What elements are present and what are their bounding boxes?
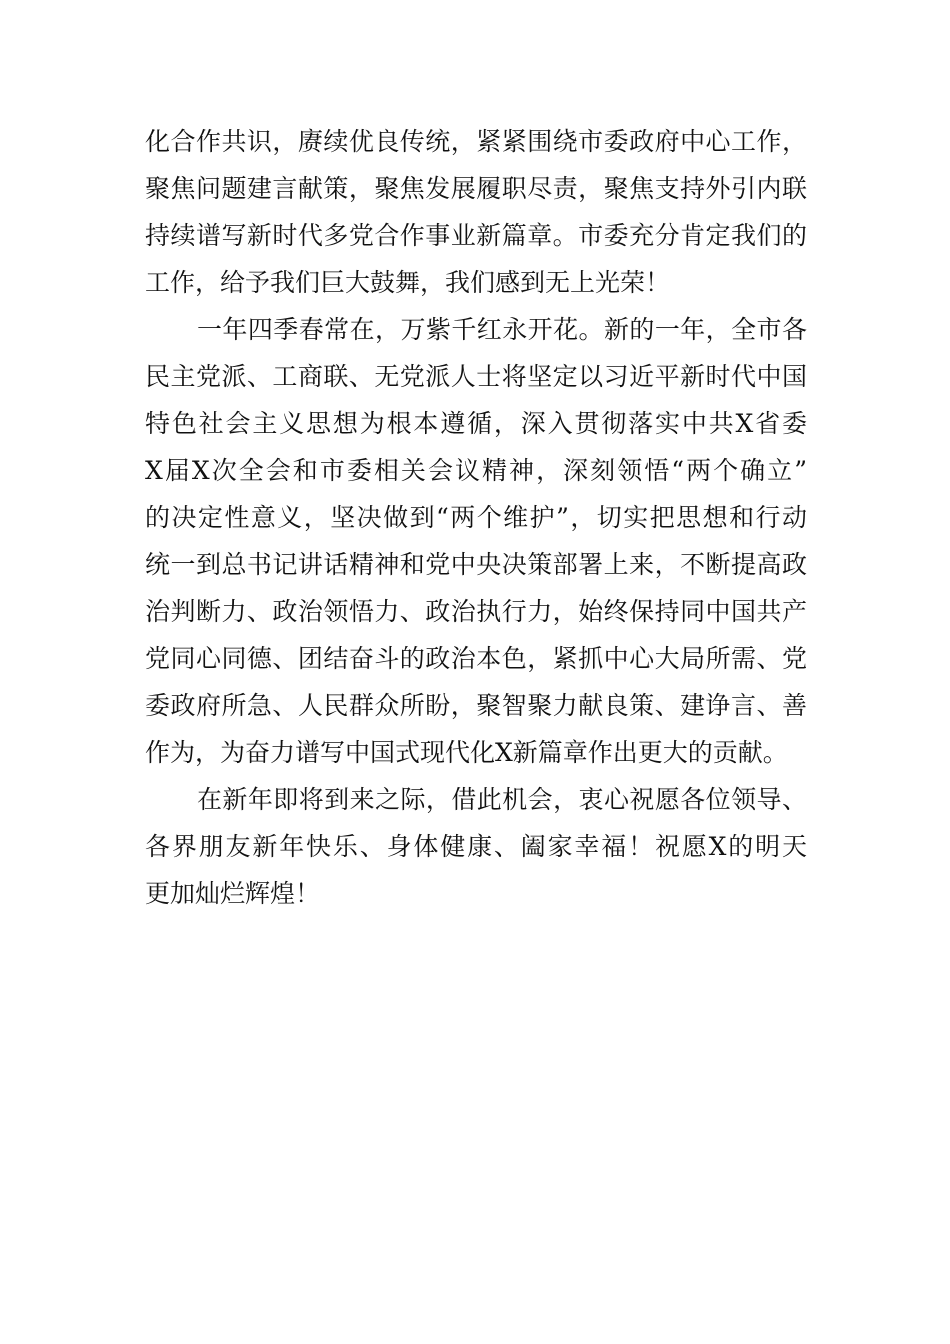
- document-body: [145, 118, 807, 917]
- paragraph-2-line-8: 党同心同德、团结奋斗的政治本色，紧抓中心大局所需、党: [145, 644, 807, 673]
- paragraph-2-line-6: 统一到总书记讲话精神和党中央决策部署上来，不断提高政: [145, 550, 807, 579]
- paragraph-2-line-7: 治判断力、政治领悟力、政治执行力，始终保持同中国共产: [145, 597, 807, 626]
- paragraph-2-line-2: 民主党派、工商联、无党派人士将坚定以习近平新时代中国: [145, 362, 807, 391]
- paragraph-2-line-1: 一年四季春常在，万紫千红永开花。新的一年，全市各: [197, 315, 807, 344]
- paragraph-2-line-10: 作为，为奋力谱写中国式现代化X新篇章作出更大的贡献。: [145, 738, 788, 767]
- paragraph-3-line-1: 在新年即将到来之际，借此机会，衷心祝愿各位领导、: [197, 785, 807, 814]
- paragraph-2-line-5: 的决定性意义，坚决做到“两个维护”，切实把思想和行动: [145, 503, 807, 532]
- paragraph-1-line-1: 化合作共识，赓续优良传统，紧紧围绕市委政府中心工作，: [145, 127, 807, 156]
- paragraph-2-line-3: 特色社会主义思想为根本遵循，深入贯彻落实中共X省委: [145, 409, 807, 438]
- paragraph-1-line-4: 工作，给予我们巨大鼓舞，我们感到无上光荣！: [145, 268, 671, 297]
- paragraph-3-line-2: 各界朋友新年快乐、身体健康、阖家幸福！祝愿X的明天: [145, 832, 807, 861]
- paragraph-1-line-3: 持续谱写新时代多党合作事业新篇章。市委充分肯定我们的: [145, 221, 807, 250]
- paragraph-2-line-9: 委政府所急、人民群众所盼，聚智聚力献良策、建诤言、善: [145, 691, 807, 720]
- paragraph-1-line-2: 聚焦问题建言献策，聚焦发展履职尽责，聚焦支持外引内联: [145, 174, 807, 203]
- paragraph-3-line-3: 更加灿烂辉煌！: [145, 879, 321, 908]
- paragraph-2-line-4: X届X次全会和市委相关会议精神，深刻领悟“两个确立”: [145, 456, 807, 485]
